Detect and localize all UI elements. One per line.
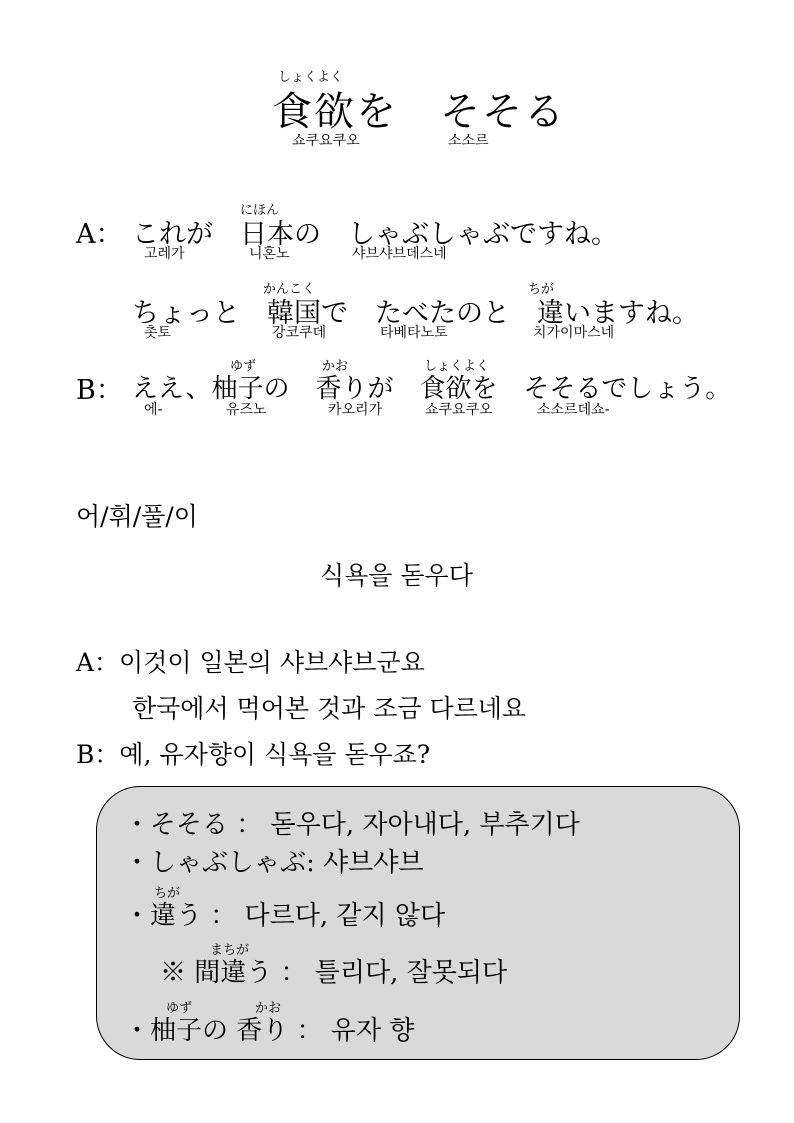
vocab-item-1: ・そそる ： 돋우다, 자아내다, 부추기다: [124, 810, 580, 840]
title-reading-1: 쇼쿠요쿠오: [292, 133, 360, 149]
dialogue-3-furigana-2: かお: [322, 359, 349, 374]
vocab-item-3: ・違う ： 다르다, 같지 않다: [124, 901, 446, 931]
dialogue-2-reading-4: 치가이마스네: [533, 325, 615, 341]
dialogue-3-reading-4: 쇼쿠요쿠오: [425, 402, 493, 418]
dialogue-3-reading-5: 소소르데쇼-: [537, 402, 610, 418]
dialogue-1-reading-2: 니혼노: [249, 246, 290, 262]
dialogue-3-text: ええ、柚子の 香りが 食欲を そそるでしょう。: [132, 374, 732, 404]
dialogue-3-speaker: B：: [76, 375, 123, 406]
dialogue-1-text: これが 日本の しゃぶしゃぶですね。: [132, 219, 618, 250]
title-reading-2: 소소르: [448, 133, 489, 149]
dialogue-1-furigana-1: にほん: [240, 203, 280, 218]
dialogue-1-speaker: A：: [76, 219, 123, 250]
page-title: 食欲を そそる: [272, 89, 566, 135]
dialogue-1-reading-3: 샤브샤브데스네: [352, 246, 447, 262]
dialogue-3-reading-1: 에-: [144, 402, 163, 418]
vocab-title: 식욕을 돋우다: [320, 561, 473, 590]
dialogue-1-reading-1: 고레가: [144, 246, 185, 262]
dialogue-2-reading-1: 촛토: [144, 325, 172, 341]
dialogue-2-reading-3: 타베타노토: [380, 325, 448, 341]
dialogue-3-furigana-3: しょくよく: [424, 359, 490, 374]
vocab-heading: 어/휘/풀/이: [76, 502, 198, 531]
dialogue-2-text: ちょっと 韓国で たべたのと 違いますね。: [132, 298, 699, 329]
vocab-item-5-furigana-2: かお: [255, 1001, 282, 1016]
translation-line-1: A：이것이 일본의 샤브샤브군요: [76, 648, 425, 677]
vocab-item-3-furigana: ちが: [154, 886, 181, 901]
vocab-item-4-furigana: まちが: [210, 943, 250, 958]
dialogue-3-reading-2: 유즈노: [226, 402, 267, 418]
vocab-item-4: ※ 間違う ： 틀리다, 잘못되다: [160, 958, 508, 988]
dialogue-3-furigana-1: ゆず: [230, 359, 257, 374]
title-furigana: しょくよく: [278, 70, 344, 85]
translation-line-3: B：예, 유자향이 식욕을 돋우죠?: [76, 740, 431, 769]
dialogue-2-furigana-2: ちが: [528, 282, 555, 297]
vocab-item-5-furigana-1: ゆず: [166, 1001, 193, 1016]
dialogue-2-furigana-1: かんこく: [263, 282, 316, 297]
dialogue-2-reading-2: 강코쿠데: [272, 325, 327, 341]
vocab-item-2: ・しゃぶしゃぶ: 샤브샤브: [124, 848, 424, 878]
translation-line-2: 한국에서 먹어본 것과 조금 다르네요: [132, 694, 527, 723]
vocab-item-5: ・柚子の 香り ： 유자 향: [124, 1016, 415, 1046]
dialogue-3-reading-3: 카오리가: [328, 402, 383, 418]
